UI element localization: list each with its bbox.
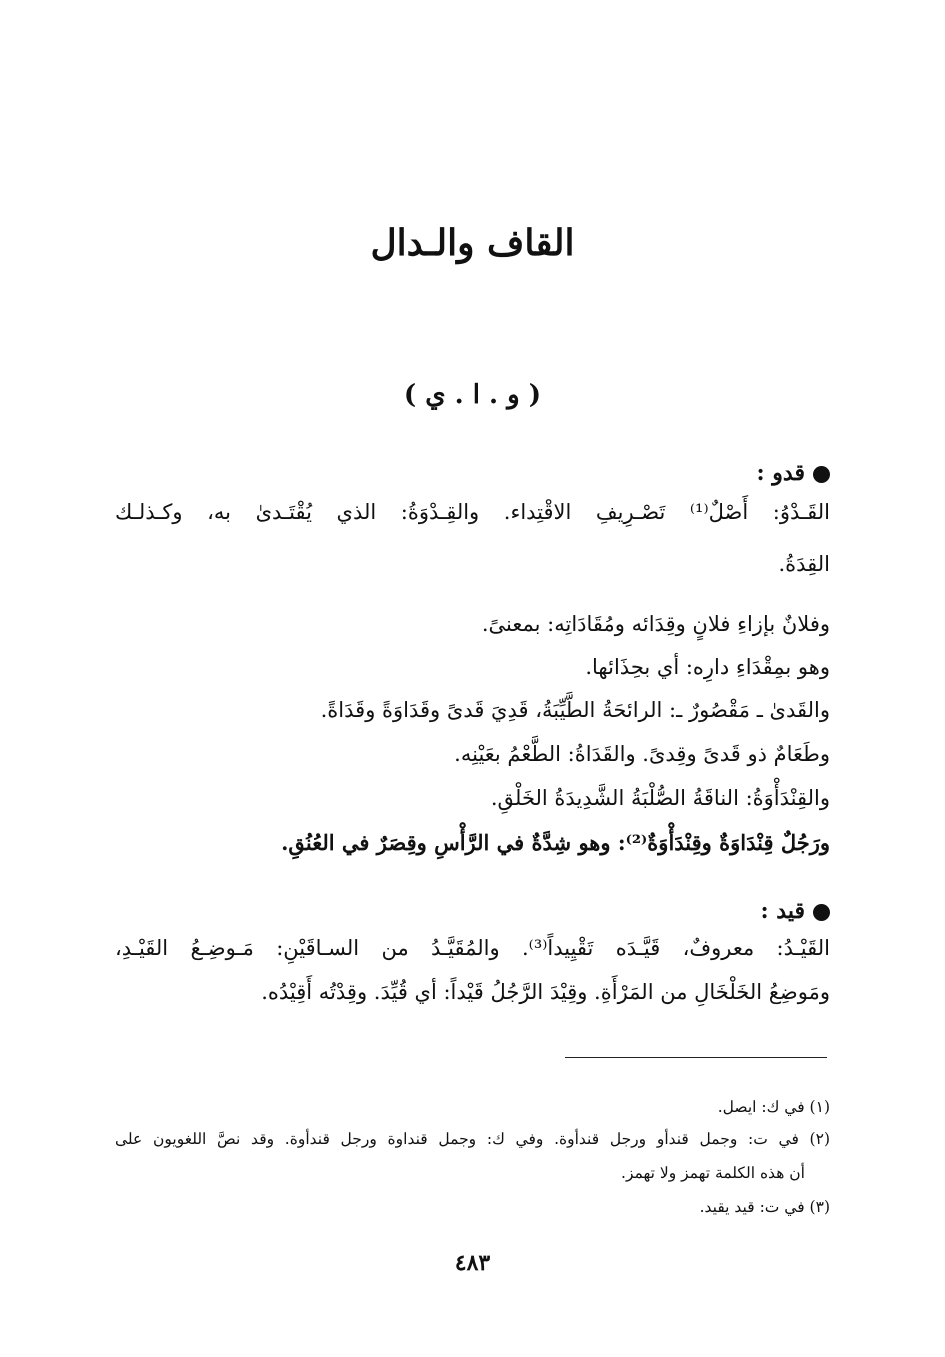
entry-heading-qyd (761, 898, 830, 924)
entry-line: وهو بمِقْدَاءِ دارِه: أي بحِذَائها. (585, 655, 830, 679)
entry-line: وفلانٌ بإزاءِ فلانٍ وقِدَائه ومُقَادَاتِه: بمعنىً. (481, 612, 830, 636)
entry-line: القَيْـدُ: معروفٌ، قَيَّـدَه تَقْيِيداً⁽³⁾. والمُقَيَّـدُ من السـاقَيْنِ: مَـوضِـعُ القَيْـدِ، (115, 936, 830, 960)
footnote-3: (٣) في ت: قيد يقيد. (699, 1198, 830, 1216)
footnote-2: (٢) في ت: وجمل قندأو ورجل قندأوة. وفي ك: وجمل قنداوة ورجل قندأوة. وقد نصَّ اللغويون على (115, 1130, 830, 1148)
entry-heading-label: قدو : (756, 460, 805, 486)
entry-line: والقِنْدَأْوَةُ: الناقَةُ الصُّلْبَةُ الشَّدِيدَةُ الخَلْقِ. (490, 786, 830, 810)
bullet-dot-icon (813, 904, 830, 921)
entry-line: ومَوضِعُ الخَلْخَالِ من المَرْأَةِ. وقِيْدَ الرَّجُلُ قَيْداً: أي قُيِّدَ. وقِدْتُه أَقِيْدُه. (261, 980, 830, 1004)
entry-heading-qdw (757, 460, 830, 486)
footnote-2-continuation: أن هذه الكلمة تهمز ولا تهمز. (621, 1164, 805, 1182)
footnote-1: (١) في ك: ايصل. (717, 1098, 830, 1116)
entry-line: القَـدْوُ: أَصْلٌ⁽¹⁾ تَصْـرِيفِ الاقْتِداء. والقِـدْوَةُ: الذي يُقْتَـدىٰ به، وكـذلـك (115, 500, 830, 524)
entry-line: القِدَةُ. (778, 552, 830, 576)
root-pattern-heading: ( و . ا . ي ) (403, 380, 542, 410)
entry-line: ورَجُلٌ قِنْدَاوَةٌ وقِنْدَأْوَةٌ⁽²⁾: وهو شِدَّةٌ في الرَّأْسِ وقِصَرٌ في العُنُقِ. (281, 830, 830, 855)
page-number: ٤٨٣ (454, 1250, 491, 1276)
entry-line: والقَدىٰ ـ مَقْصُورٌ ـ: الرائحَةُ الطَّيِّبَةُ، قَدِيَ قَدىً وقَدَاوَةً وقَدَاةً. (320, 698, 830, 722)
bullet-dot-icon (813, 466, 830, 483)
entry-heading-label: قيد : (760, 898, 805, 924)
chapter-title: القاف والـدال (370, 222, 575, 264)
footnote-separator (565, 1057, 827, 1058)
entry-line: وطَعَامٌ ذو قَدىً وقِدىً. والقَدَاةُ: الطَّعْمُ بعَيْنِه. (454, 742, 830, 766)
